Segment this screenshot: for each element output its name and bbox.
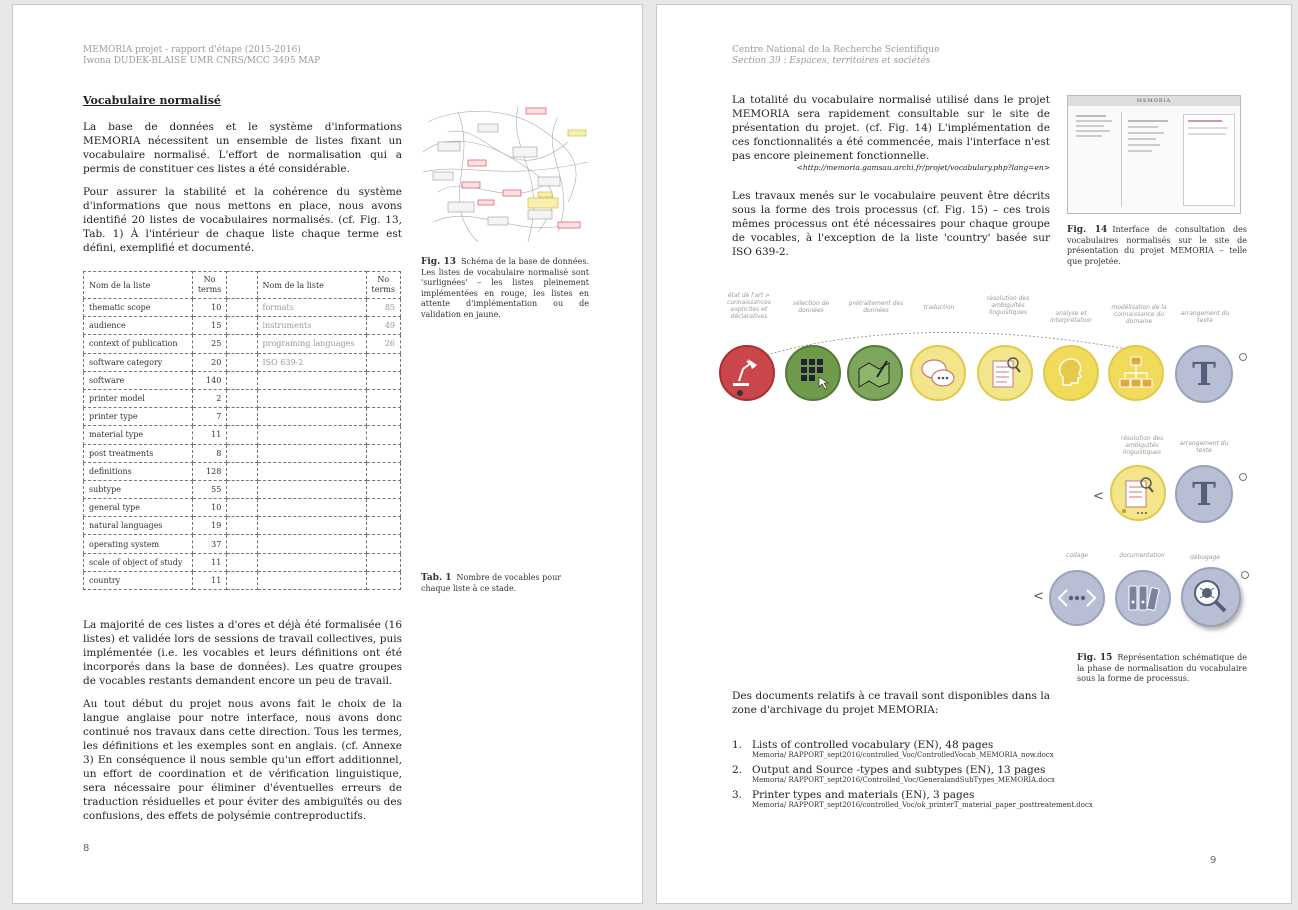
spacer-cell [227,517,257,535]
term-count: 11 [192,426,226,444]
term-count: 10 [192,299,226,317]
column-header-terms: No terms [366,272,401,299]
list-name: formats [257,299,366,317]
header-line-2: Iwona DUDEK-BLAISE UMR CNRS/MCC 3495 MAP [83,56,321,66]
figure-13-label: Fig. 13 [421,257,457,267]
t-letter: T [1192,475,1216,513]
spacer-cell [227,462,257,480]
disambiguation-icon [977,345,1033,401]
table-row [84,517,401,535]
process-label: résolution des ambiguïtés linguistiques [986,295,1030,316]
process-label: codage [1066,552,1088,559]
list-name [257,553,366,571]
table-row [84,317,401,335]
spacer-cell [227,553,257,571]
figure-15-label: Fig. 15 [1077,653,1113,663]
spacer-cell [227,408,257,426]
term-count: 37 [192,535,226,553]
text-arrangement-icon [1175,345,1233,403]
term-count [366,535,401,553]
disambiguation-icon [1110,465,1166,521]
column-header-terms: No terms [192,272,226,299]
header-line-1: Centre National de la Recherche Scientifique [732,45,940,55]
list-name [257,389,366,407]
list-name [257,444,366,462]
list-number: 2. [732,764,743,776]
screen-sidebar [1076,112,1122,207]
term-count: 140 [192,371,226,389]
list-number: 3. [732,789,743,801]
term-count: 19 [192,517,226,535]
process-label: analyse et interprétation [1050,310,1092,324]
document-title: Output and Source -types and subtypes (EN), 13 pages [752,764,1046,776]
term-count [366,444,401,462]
figure-14-caption-text: Interface de consultation des vocabulaires normalisés sur le site de présentation du projet MEMORIA – telle que projetée. [1067,225,1247,266]
end-marker [1239,473,1247,481]
paragraph: La totalité du vocabulaire normalisé utilisé dans le projet MEMORIA sera rapidement consultable sur le site de présentation du projet. (cf. Fig. 14) L'implémentation de ces fonctionnalités a été commencée, mais l'interface n'est pas encore pleinement fonctionnelle. [732,94,1050,162]
term-count: 7 [192,408,226,426]
column-header-name: Nom de la liste [257,272,366,299]
term-count [366,353,401,371]
paragraph: Des documents relatifs à ce travail sont disponibles dans la zone d'archivage du projet MEMORIA: [732,690,1050,716]
section-title: Vocabulaire normalisé [83,94,221,107]
term-count: 128 [192,462,226,480]
figure-14-label: Fig. 14 [1067,225,1108,235]
process-label: documentation [1119,552,1165,559]
term-count: 49 [366,317,401,335]
list-name [257,426,366,444]
table-row [84,335,401,353]
table-row [84,499,401,517]
page-9 [656,4,1292,904]
term-count [366,480,401,498]
process-label: état de l'art > connaissances explicites et déclaratives [727,292,771,320]
spacer-cell [227,535,257,553]
list-name [257,462,366,480]
table-row [84,426,401,444]
paragraph: La majorité de ces listes a d'ores et déjà été formalisée (16 listes) et validée lors de sessions de travail collectives, puis implémentée (i.e. les vocables et leurs définitions ont été incorporés dans la base de données). Les quatre groupes de vocables restants demandent encore un peu de travail. [83,619,402,687]
table-row [84,353,401,371]
process-label: arrangement du texte [1180,310,1230,324]
figure-15-caption [1077,653,1247,685]
paragraph: Au tout début du projet nous avons fait le choix de la langue anglaise pour notre interface, nous avons donc continué nos travaux dans cette direction. Tous les termes, les définitions et les exemples sont en anglais. (cf. Annexe 3) En conséquence il nous semble qu'un effort additionnel, un effort de coordination et de vérification linguistique, sera nécessaire pour éliminer d'éventuelles erreurs de traduction résiduelles et pour éviter des ambiguïtés ou des confusions, des effets de polysémie contreproductifs. [83,698,402,822]
vocabulary-table [83,271,401,590]
document-title: Lists of controlled vocabulary (EN), 48 pages [752,739,994,751]
table-1-caption-text: Nombre de vocables pour chaque liste à ce stade. [421,573,562,593]
list-name: printer type [84,408,193,426]
list-name: software category [84,353,193,371]
term-count [366,426,401,444]
list-name: thematic scope [84,299,193,317]
spacer-cell [227,272,257,299]
document-path[interactable]: Memoria/ RAPPORT_sept2016/controlled_Voc/ControlledVocab_MEMORIA_now.docx [752,751,1054,759]
term-count: 26 [366,335,401,353]
coding-icon [1049,570,1105,626]
document-path[interactable]: Memoria/ RAPPORT_sept2016/Controlled_Voc/GeneralandSubTypes_MEMORIA.docx [752,776,1055,784]
spacer-cell [227,571,257,589]
paragraph: Les travaux menés sur le vocabulaire peuvent être décrits sous la forme des trois processus (cf. Fig. 15) – ces trois mêmes processus ont été nécessaires pour chaque groupe de vocables, à l'exception de la liste 'country' basée sur ISO 639-2. [732,190,1050,258]
database-schema-figure [418,102,593,250]
paragraph: La base de données et le système d'informations MEMORIA nécessitent un ensemble de listes fixant un vocabulaire normalisé. L'effort de normalisation qui a permis de constituer ces listes a été considérable. [83,121,402,175]
data-selection-icon [785,345,841,401]
list-name: definitions [84,462,193,480]
term-count: 11 [192,553,226,571]
term-count [366,571,401,589]
table-row [84,553,401,571]
term-count: 11 [192,571,226,589]
term-count: 55 [192,480,226,498]
list-name: ISO 639-2 [257,353,366,371]
spacer-cell [227,353,257,371]
table-row [84,535,401,553]
spacer-cell [227,299,257,317]
screen-title: MEMORIA [1068,96,1240,106]
list-name: printer model [84,389,193,407]
list-name [257,480,366,498]
term-count [366,553,401,571]
spacer-cell [227,444,257,462]
list-number: 1. [732,739,743,751]
vocabulary-interface-screenshot [1067,95,1241,214]
term-count: 10 [192,499,226,517]
t-letter: T [1192,355,1216,393]
list-name: general type [84,499,193,517]
column-header-name: Nom de la liste [84,272,193,299]
documents-list [732,739,1112,814]
term-count: 85 [366,299,401,317]
header-line-2: Section 39 : Espaces, territoires et sociétés [732,56,931,66]
page-8 [12,4,643,904]
document-title: Printer types and materials (EN), 3 pages [752,789,975,801]
page-header [732,45,939,67]
figure-14-caption [1067,225,1247,267]
spacer-cell [227,317,257,335]
page-header [83,45,320,67]
list-name: context of publication [84,335,193,353]
paragraph: Pour assurer la stabilité et la cohérence du système d'informations que nous mettons en place, nous avons identifié 20 listes de vocabulaires normalisés. (cf. Fig. 13, Tab. 1) À l'intérieur de chaque liste chaque terme est défini, exemplifié et documenté. [83,186,402,254]
term-count: 20 [192,353,226,371]
table-row [84,480,401,498]
list-name: country [84,571,193,589]
figure-13-caption [421,257,589,320]
table-body [84,299,401,590]
term-count: 8 [192,444,226,462]
list-name: natural languages [84,517,193,535]
table-row [84,371,401,389]
process-label: débogage [1190,554,1220,561]
list-name: post treatments [84,444,193,462]
text-arrangement-icon [1175,465,1233,523]
page-number: 8 [83,843,90,854]
term-count [366,517,401,535]
list-name [257,371,366,389]
table-row [84,462,401,480]
list-name [257,571,366,589]
spacer-cell [227,426,257,444]
page-number: 9 [1210,855,1217,866]
translation-icon [910,345,966,401]
term-count [366,499,401,517]
project-url[interactable]: <http://memoria.gamsau.archi.fr/projet/vocabulary.php?lang=en> [796,163,1050,172]
list-item [732,739,1112,760]
end-marker [1239,353,1247,361]
end-marker [1241,571,1249,579]
spacer-cell [227,371,257,389]
list-item [732,764,1112,785]
figure-13-caption-text: Schéma de la base de données. Les listes de vocabulaire normalisé sont 'surlignées' – les listes pleinement implémentées en rouge, les listes en attente d'implémentation ou de validation en jaune. [421,257,589,319]
spacer-cell [227,499,257,517]
table-row [84,389,401,407]
spacer-cell [227,335,257,353]
list-name [257,535,366,553]
preprocessing-icon [847,345,903,401]
analysis-icon [1043,345,1099,401]
list-name: audience [84,317,193,335]
document-path[interactable]: Memoria/ RAPPORT_sept2016/controlled_Voc/ok_printerT_material_paper_posttreatement.docx [752,801,1093,809]
table-row [84,571,401,589]
list-name: software [84,371,193,389]
list-name: subtype [84,480,193,498]
list-item [732,789,1112,810]
process-label: arrangement du texte [1179,440,1229,454]
list-name: scale of object of study [84,553,193,571]
less-than-symbol: < [1033,589,1044,604]
spacer-cell [227,480,257,498]
list-name [257,499,366,517]
process-label: traduction [923,304,955,311]
documentation-icon [1115,570,1171,626]
list-name [257,408,366,426]
term-count [366,389,401,407]
term-count: 2 [192,389,226,407]
header-line-1: MEMORIA projet - rapport d'étape (2015-2016) [83,45,301,55]
term-count [366,371,401,389]
process-label: sélection de données [792,300,830,314]
table-row [84,299,401,317]
list-name: operating system [84,535,193,553]
term-count [366,408,401,426]
knowledge-modeling-icon [1108,345,1164,401]
list-name: material type [84,426,193,444]
process-label: résolution des ambiguïtés linguistiques [1120,435,1164,456]
process-label: prétraitement des données [848,300,904,314]
list-name [257,517,366,535]
less-than-symbol: < [1093,489,1104,504]
table-1-caption [421,573,591,594]
list-name: programing languages [257,335,366,353]
state-of-art-icon [719,345,775,401]
term-count: 15 [192,317,226,335]
figure-15-caption-text: Représentation schématique de la phase de normalisation du vocabulaire sous la forme de processus. [1077,653,1247,683]
table-row [84,408,401,426]
list-name: instruments [257,317,366,335]
term-count: 25 [192,335,226,353]
screen-list [1128,116,1178,156]
debugging-icon [1181,567,1241,627]
screen-detail-panel [1183,114,1235,206]
process-label: modélisation de la connaissance du domaine [1111,304,1167,325]
table-row [84,444,401,462]
term-count [366,462,401,480]
table-1-label: Tab. 1 [421,573,452,583]
spacer-cell [227,389,257,407]
